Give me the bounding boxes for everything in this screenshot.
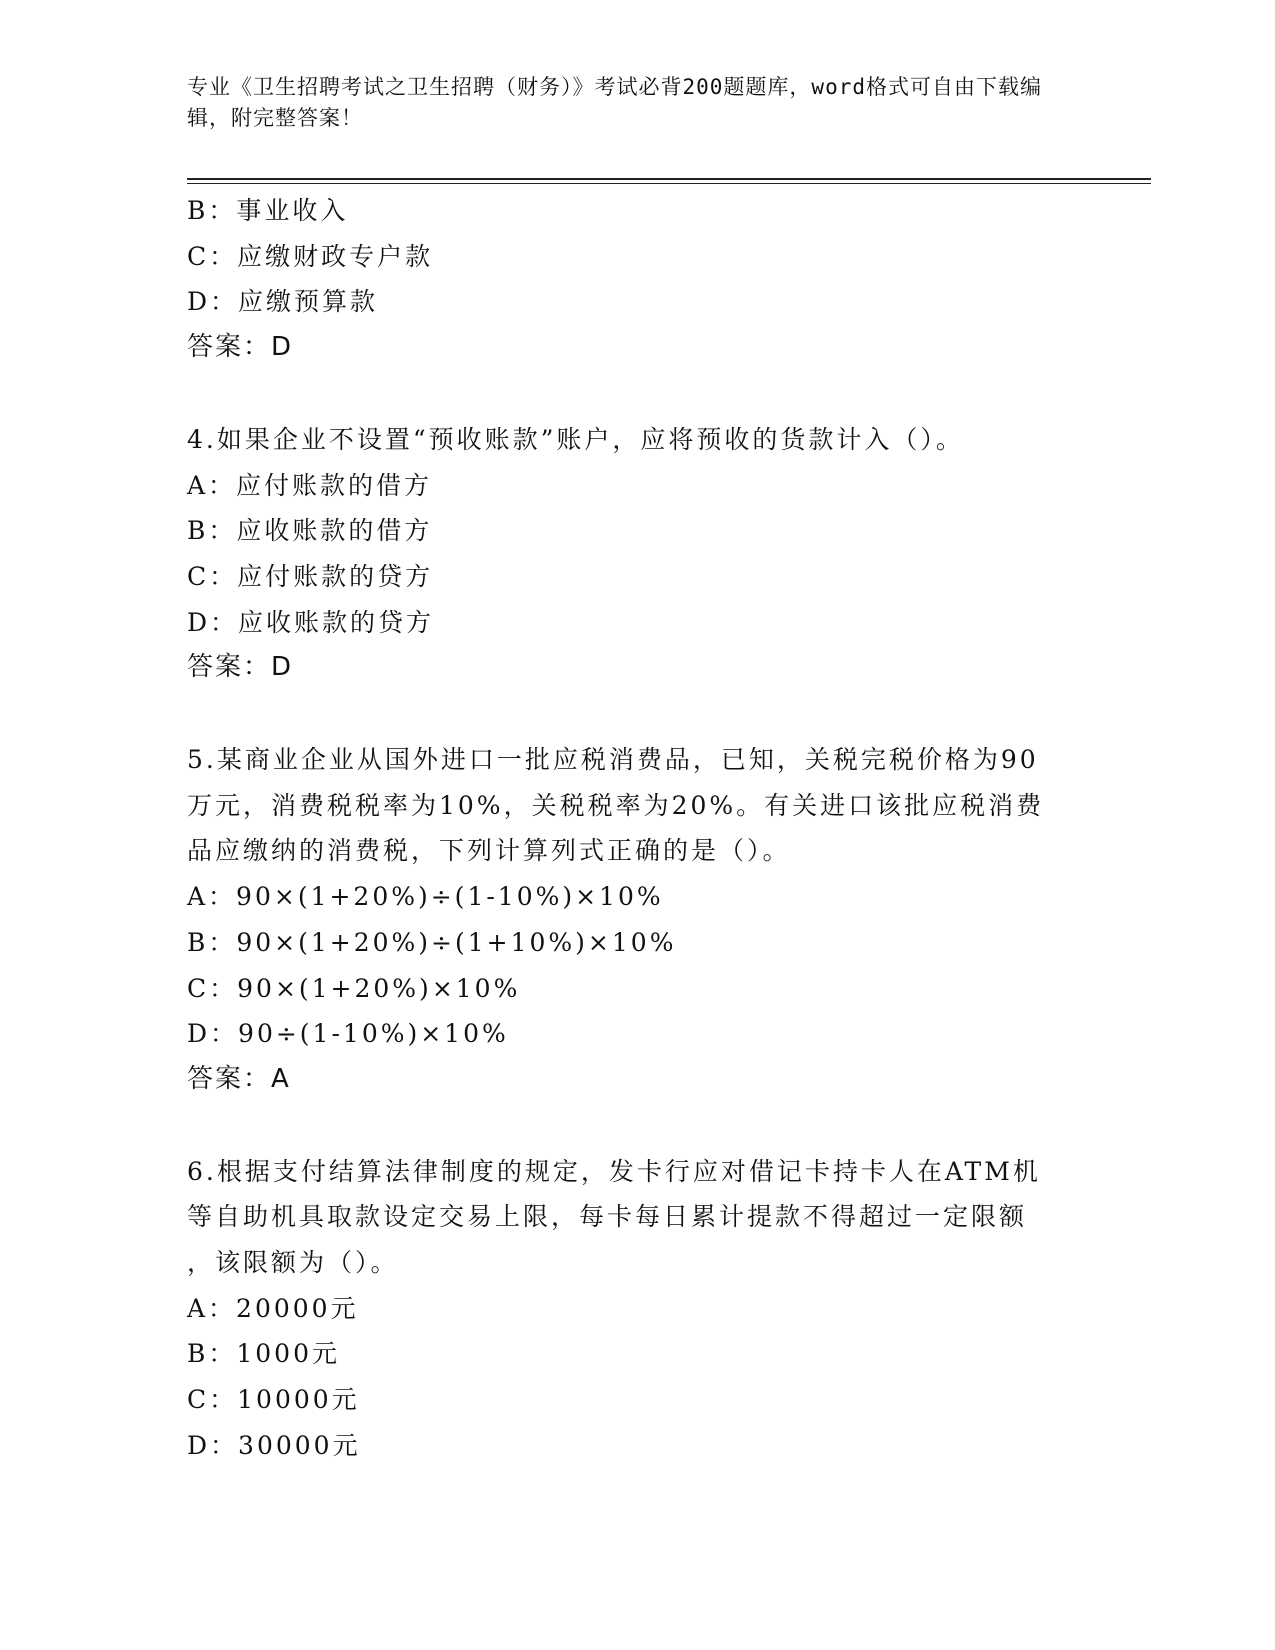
option-line: A：90×(1+20%)÷(1-10%)×10% — [187, 882, 664, 912]
option-line: B：应收账款的借方 — [187, 516, 433, 546]
question-text: 6.根据支付结算法律制度的规定，发卡行应对借记卡持卡人在ATM机 — [187, 1156, 1041, 1186]
option-line: C：90×(1+20%)×10% — [187, 973, 521, 1003]
question-text: ，该限额为（）。 — [187, 1248, 399, 1278]
option-line: D：应收账款的贷方 — [187, 607, 435, 637]
question-text: 5.某商业企业从国外进口一批应税消费品，已知，关税完税价格为90 — [187, 745, 1039, 775]
page-header: 专业《卫生招聘考试之卫生招聘（财务）》考试必背200题题库，word格式可自由下载编辑，附完整答案！ — [187, 75, 1042, 130]
option-line: A：应付账款的借方 — [187, 470, 433, 500]
option-line: A：20000元 — [187, 1293, 359, 1323]
answer-line: 答案：A — [187, 1063, 291, 1094]
answer-line: 答案：D — [187, 332, 294, 363]
document-body — [187, 188, 1087, 1469]
answer-line: 答案：D — [187, 652, 294, 683]
header-divider — [187, 178, 1151, 184]
option-line: B：1000元 — [187, 1339, 340, 1369]
option-line: D：应缴预算款 — [187, 287, 379, 317]
option-line: B：90×(1+20%)÷(1+10%)×10% — [187, 927, 677, 957]
option-line: B：事业收入 — [187, 196, 349, 225]
question-text: 万元，消费税税率为10%，关税税率为20%。有关进口该批应税消费 — [187, 790, 1045, 820]
option-line: D：90÷(1-10%)×10% — [187, 1019, 509, 1049]
question-text: 等自助机具取款设定交易上限，每卡每日累计提款不得超过一定限额 — [187, 1202, 1028, 1232]
question-text: 4.如果企业不设置“预收账款”账户，应将预收的货款计入（）。 — [187, 424, 964, 454]
option-line: C：10000元 — [187, 1385, 360, 1415]
option-line: C：应缴财政专户款 — [187, 241, 434, 271]
option-line: D：30000元 — [187, 1430, 361, 1460]
question-text: 品应缴纳的消费税，下列计算列式正确的是（）。 — [187, 836, 791, 866]
option-line: C：应付账款的贷方 — [187, 561, 434, 591]
